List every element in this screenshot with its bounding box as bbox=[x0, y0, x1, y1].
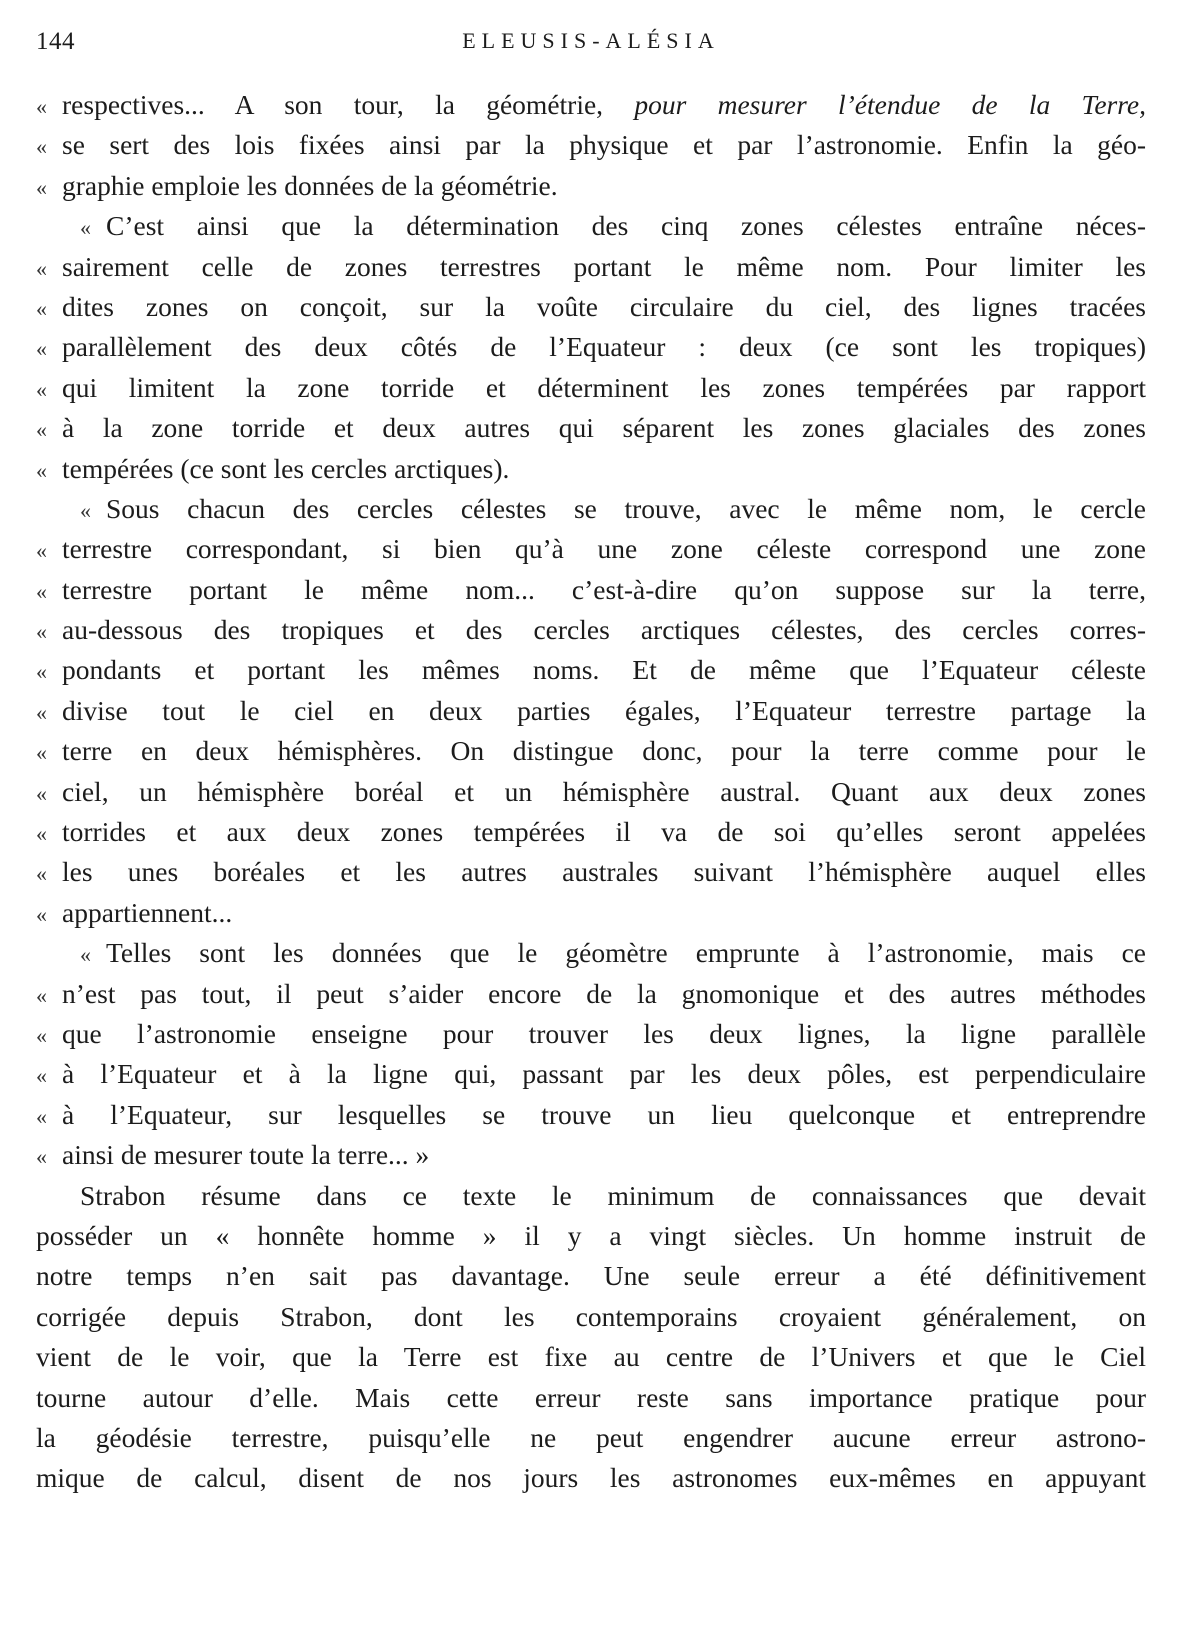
line-text: terre en deux hémisphères. On distingue donc, pour la terre comme pour le bbox=[62, 735, 1146, 767]
text-line bbox=[36, 247, 1146, 287]
quote-mark: « bbox=[36, 417, 47, 443]
quote-mark: « bbox=[36, 780, 47, 806]
quote-mark: « bbox=[36, 619, 47, 645]
line-text: torrides et aux deux zones tempérées il va de soi qu’elles seront appelées bbox=[62, 816, 1146, 848]
quote-mark: « bbox=[36, 699, 47, 725]
text-line bbox=[36, 166, 1146, 206]
line-text: ainsi de mesurer toute la terre... » bbox=[62, 1139, 430, 1171]
italic-phrase: pour mesurer l’étendue de la Terre, bbox=[634, 89, 1146, 120]
quote-mark: « bbox=[36, 821, 47, 847]
text-line bbox=[36, 933, 1146, 973]
line-text: Strabon résume dans ce texte le minimum de connaissances que devait bbox=[80, 1179, 1146, 1211]
line-text: vient de le voir, que la Terre est fixe au centre de l’Univers et que le Ciel bbox=[36, 1341, 1146, 1373]
line-text: ciel, un hémisphère boréal et un hémisphère austral. Quant aux deux zones bbox=[62, 775, 1146, 807]
text-line bbox=[36, 691, 1146, 731]
text-line bbox=[36, 408, 1146, 448]
text-line bbox=[36, 1135, 1146, 1175]
quote-mark: « bbox=[80, 942, 91, 968]
quote-mark: « bbox=[36, 538, 47, 564]
text-line bbox=[36, 1054, 1146, 1094]
quote-mark: « bbox=[36, 295, 47, 321]
text-line bbox=[36, 489, 1146, 529]
body-text bbox=[36, 85, 1146, 1499]
text-line bbox=[36, 570, 1146, 610]
text-line bbox=[36, 812, 1146, 852]
line-text: à l’Equateur et à la ligne qui, passant par les deux pôles, est perpendiculaire bbox=[62, 1058, 1146, 1090]
text-line bbox=[36, 650, 1146, 690]
quote-mark: « bbox=[36, 174, 47, 200]
quote-mark: « bbox=[36, 1103, 47, 1129]
line-text: Sous chacun des cercles célestes se trouve, avec le même nom, le cercle bbox=[106, 492, 1146, 524]
text-line bbox=[36, 368, 1146, 408]
quote-mark: « bbox=[36, 255, 47, 281]
quote-mark: « bbox=[36, 740, 47, 766]
quote-mark: « bbox=[36, 1063, 47, 1089]
line-text: qui limitent la zone torride et déterminent les zones tempérées par rapport bbox=[62, 371, 1146, 403]
text-line bbox=[36, 1256, 1146, 1296]
line-text: tourne autour d’elle. Mais cette erreur reste sans importance pratique pour bbox=[36, 1381, 1146, 1413]
text-line bbox=[36, 1337, 1146, 1377]
quote-mark: « bbox=[36, 94, 47, 119]
text-line bbox=[36, 1458, 1146, 1498]
line-text: sairement celle de zones terrestres portant le même nom. Pour limiter les bbox=[62, 250, 1146, 282]
text-line bbox=[36, 125, 1146, 165]
quote-mark: « bbox=[36, 982, 47, 1008]
text-line bbox=[36, 731, 1146, 771]
line-text: mique de calcul, disent de nos jours les astronomes eux-mêmes en appuyant bbox=[36, 1462, 1146, 1494]
line-text: graphie emploie les données de la géométrie. bbox=[62, 169, 558, 201]
text-line bbox=[36, 529, 1146, 569]
text-line bbox=[36, 85, 1146, 125]
line-text: les unes boréales et les autres australes suivant l’hémisphère auquel elles bbox=[62, 856, 1146, 888]
text-line bbox=[36, 852, 1146, 892]
line-text: à la zone torride et deux autres qui séparent les zones glaciales des zones bbox=[62, 412, 1146, 444]
running-title: ELEUSIS-ALÉSIA bbox=[462, 28, 720, 53]
text-line bbox=[36, 610, 1146, 650]
text-line bbox=[36, 287, 1146, 327]
text-line bbox=[36, 974, 1146, 1014]
quote-mark: « bbox=[36, 1144, 47, 1170]
quote-mark: « bbox=[36, 578, 47, 604]
line-text: n’est pas tout, il peut s’aider encore de la gnomonique et des autres méthodes bbox=[62, 977, 1146, 1009]
text-line bbox=[36, 449, 1146, 489]
quote-mark: « bbox=[36, 1022, 47, 1048]
text-line bbox=[36, 1095, 1146, 1135]
quote-mark: « bbox=[36, 134, 47, 160]
quote-mark: « bbox=[36, 659, 47, 685]
line-text: à l’Equateur, sur lesquelles se trouve un lieu quelconque et entreprendre bbox=[62, 1098, 1146, 1130]
text-line bbox=[36, 772, 1146, 812]
line-text: que l’astronomie enseigne pour trouver les deux lignes, la ligne parallèle bbox=[62, 1017, 1146, 1049]
text-line bbox=[36, 893, 1146, 933]
line-text: respectives... A son tour, la géométrie, bbox=[62, 89, 635, 120]
line-text: pondants et portant les mêmes noms. Et de même que l’Equateur céleste bbox=[62, 654, 1146, 686]
line-text: la géodésie terrestre, puisqu’elle ne peut engendrer aucune erreur astrono- bbox=[36, 1421, 1146, 1453]
line-text: appartiennent... bbox=[62, 896, 233, 928]
line-text: au-dessous des tropiques et des cercles arctiques célestes, des cercles corres- bbox=[62, 614, 1146, 646]
quote-mark: « bbox=[36, 376, 47, 402]
line-text: posséder un « honnête homme » il y a vingt siècles. Un homme instruit de bbox=[36, 1219, 1146, 1251]
quote-mark: « bbox=[80, 497, 91, 523]
line-text: Telles sont les données que le géomètre emprunte à l’astronomie, mais ce bbox=[106, 937, 1146, 969]
line-text: divise tout le ciel en deux parties égales, l’Equateur terrestre partage la bbox=[62, 694, 1146, 726]
quote-mark: « bbox=[80, 215, 91, 241]
text-line bbox=[36, 1014, 1146, 1054]
text-line bbox=[36, 206, 1146, 246]
line-text: C’est ainsi que la détermination des cinq zones célestes entraîne néces- bbox=[106, 210, 1146, 242]
page-number: 144 bbox=[36, 28, 75, 55]
line-text: se sert des lois fixées ainsi par la physique et par l’astronomie. Enfin la géo- bbox=[62, 129, 1146, 161]
text-line bbox=[36, 1216, 1146, 1256]
text-line bbox=[36, 1176, 1146, 1216]
line-text: terrestre correspondant, si bien qu’à une zone céleste correspond une zone bbox=[62, 533, 1146, 565]
line-text: notre temps n’en sait pas davantage. Une seule erreur a été définitivement bbox=[36, 1260, 1146, 1292]
text-line bbox=[36, 1418, 1146, 1458]
text-line bbox=[36, 1297, 1146, 1337]
quote-mark: « bbox=[36, 861, 47, 887]
line-text: parallèlement des deux côtés de l’Equateur : deux (ce sont les tropiques) bbox=[62, 331, 1146, 363]
line-text: corrigée depuis Strabon, dont les contemporains croyaient généralement, on bbox=[36, 1300, 1146, 1332]
page-header bbox=[36, 28, 1146, 68]
line-text: dites zones on conçoit, sur la voûte circulaire du ciel, des lignes tracées bbox=[62, 290, 1146, 322]
line-text: tempérées (ce sont les cercles arctiques). bbox=[62, 452, 510, 484]
line-text: terrestre portant le même nom... c’est-à-dire qu’on suppose sur la terre, bbox=[62, 573, 1146, 605]
text-line bbox=[36, 327, 1146, 367]
text-line bbox=[36, 1378, 1146, 1418]
quote-mark: « bbox=[36, 901, 47, 927]
quote-mark: « bbox=[36, 457, 47, 483]
quote-mark: « bbox=[36, 336, 47, 362]
